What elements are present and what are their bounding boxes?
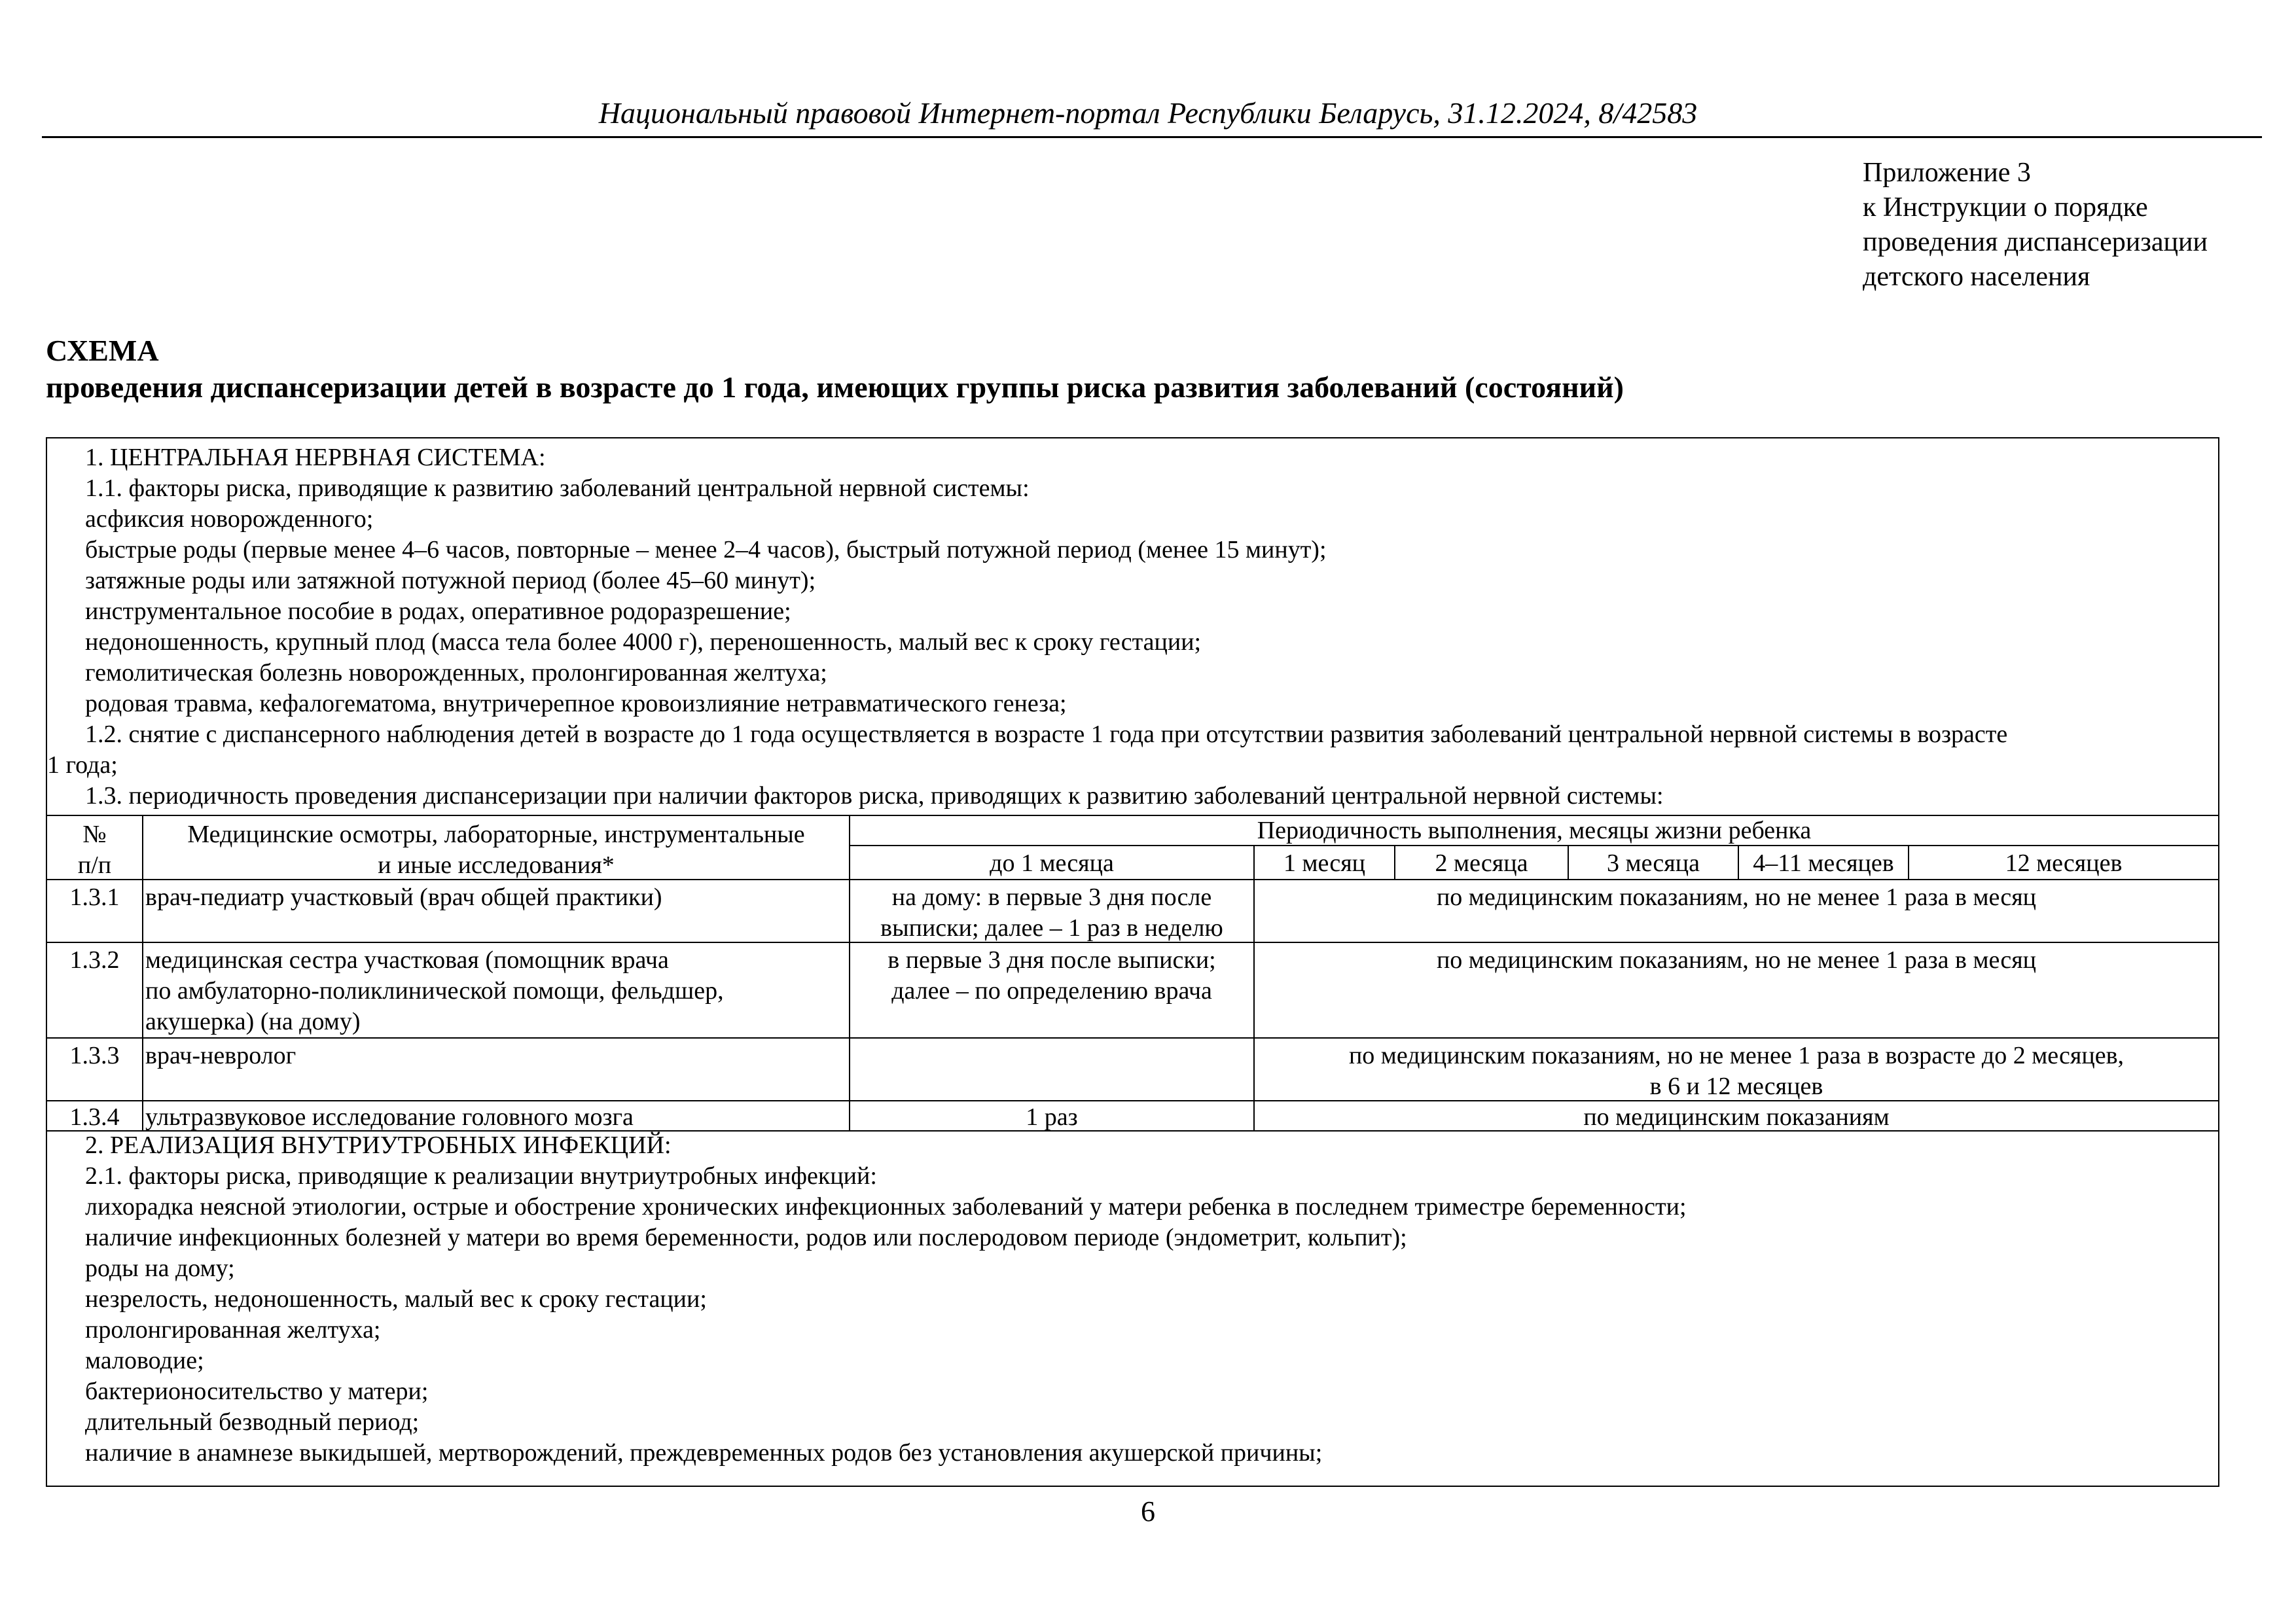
table-row-later-months-line: по медицинским показаниям xyxy=(1583,1103,1890,1131)
period-header: 4–11 месяцев xyxy=(1753,849,1894,877)
table-row-exam-line: врач-невролог xyxy=(145,1042,296,1069)
table-row-later-months-line: по медицинским показаниям, но не менее 1 раза в месяц xyxy=(1436,883,2037,911)
table-row-first-month-line: 1 раз xyxy=(1026,1103,1078,1131)
table-row-exam-line: акушерка) (на дому) xyxy=(145,1008,361,1035)
header-divider xyxy=(42,136,2262,138)
section-2-1-text: 2.1. факторы риска, приводящие к реализации внутриутробных инфекций: xyxy=(85,1162,877,1190)
column-header-number-line: № xyxy=(82,821,107,848)
appendix-line: проведения диспансеризации xyxy=(1863,227,2208,257)
table-row-exam xyxy=(145,945,846,1037)
period-header: 1 месяц xyxy=(1283,849,1366,877)
column-header-exams-line: Медицинские осмотры, лабораторные, инструментальные xyxy=(187,821,805,848)
risk-factor-item: родовая травма, кефалогематома, внутричерепное кровоизлияние нетравматического генеза; xyxy=(85,690,1067,717)
table-row-number: 1.3.3 xyxy=(69,1042,120,1069)
table-row-first-month xyxy=(850,1102,1253,1133)
appendix-reference xyxy=(1863,156,2208,294)
risk-factor-item: асфиксия новорожденного; xyxy=(85,505,374,533)
risk-factor-item: инструментальное пособие в родах, оперативное родоразрешение; xyxy=(85,597,791,625)
table-row-number: 1.3.2 xyxy=(69,946,120,974)
table-row-number: 1.3.4 xyxy=(69,1103,120,1131)
section-1-3-text: 1.3. периодичность проведения диспансеризации при наличии факторов риска, приводящих к развитию заболеваний центральной нервной системы: xyxy=(85,782,1664,810)
table-row-later-months-line: по медицинским показаниям, но не менее 1 раза в месяц xyxy=(1436,946,2037,974)
period-header: 12 месяцев xyxy=(2005,849,2123,877)
column-header-exams xyxy=(143,819,849,881)
table-row-later-months xyxy=(1255,882,2218,913)
risk-factor-item: быстрые роды (первые менее 4–6 часов, повторные – менее 2–4 часов), быстрый потужной период (менее 15 минут); xyxy=(85,536,1327,563)
page-number: 6 xyxy=(1141,1495,1155,1527)
risk-factor-item: затяжные роды или затяжной потужной период (более 45–60 минут); xyxy=(85,567,816,594)
risk-factor-item: маловодие; xyxy=(85,1347,204,1374)
risk-factor-item: недоношенность, крупный плод (масса тела более 4000 г), переношенность, малый вес к сроку гестации; xyxy=(85,628,1202,656)
appendix-line: Приложение 3 xyxy=(1863,158,2031,188)
table-row-first-month xyxy=(850,882,1253,944)
section-2-heading: 2. РЕАЛИЗАЦИЯ ВНУТРИУТРОБНЫХ ИНФЕКЦИЙ: xyxy=(85,1132,672,1159)
period-header: 3 месяца xyxy=(1607,849,1700,877)
title-subheading: проведения диспансеризации детей в возрасте до 1 года, имеющих группы риска развития заболеваний (состояний) xyxy=(46,370,1624,404)
period-header: до 1 месяца xyxy=(990,849,1114,877)
scheme-frame xyxy=(46,437,2219,1487)
table-row-exam-line: по амбулаторно-поликлинической помощи, фельдшер, xyxy=(145,977,724,1005)
section-1-heading: 1. ЦЕНТРАЛЬНАЯ НЕРВНАЯ СИСТЕМА: xyxy=(85,444,546,471)
column-header-periodicity: Периодичность выполнения, месяцы жизни ребенка xyxy=(1257,817,1812,844)
table-row-exam xyxy=(145,1041,846,1071)
risk-factor-item: длительный безводный период; xyxy=(85,1408,420,1436)
section-1-2-text-continued: 1 года; xyxy=(47,751,118,779)
risk-factor-item: незрелость, недоношенность, малый вес к сроку гестации; xyxy=(85,1285,707,1313)
table-row-later-months xyxy=(1255,945,2218,976)
risk-factor-item: лихорадка неясной этиологии, острые и обострение хронических инфекционных заболеваний у матери ребенка в последнем триместре беременности; xyxy=(85,1193,1687,1221)
column-header-number-line: п/п xyxy=(77,851,112,879)
portal-source-header: Национальный правовой Интернет-портал Республики Беларусь, 31.12.2024, 8/42583 xyxy=(598,96,1698,130)
appendix-line: детского населения xyxy=(1863,262,2090,292)
risk-factor-item: наличие инфекционных болезней у матери во время беременности, родов или послеродовом периоде (эндометрит, кольпит); xyxy=(85,1224,1407,1251)
table-row-exam xyxy=(145,882,846,913)
table-rule xyxy=(47,1037,2218,1039)
table-row-later-months-line: в 6 и 12 месяцев xyxy=(1649,1073,1823,1100)
table-row-first-month-line: выписки; далее – 1 раз в неделю xyxy=(880,914,1223,942)
table-row-later-months xyxy=(1255,1041,2218,1102)
period-header: 2 месяца xyxy=(1435,849,1528,877)
table-row-number: 1.3.1 xyxy=(69,883,120,911)
column-header-exams-line: и иные исследования* xyxy=(378,851,615,879)
table-row-first-month xyxy=(850,945,1253,1007)
risk-factor-item: роды на дому; xyxy=(85,1255,235,1282)
table-row-exam xyxy=(145,1102,846,1133)
section-1-1-text: 1.1. факторы риска, приводящие к развитию заболеваний центральной нервной системы: xyxy=(85,474,1030,502)
table-row-later-months-line: по медицинским показаниям, но не менее 1 раза в возрасте до 2 месяцев, xyxy=(1348,1042,2125,1069)
risk-factor-item: наличие в анамнезе выкидышей, мертворождений, преждевременных родов без установления акушерской причины; xyxy=(85,1439,1323,1467)
risk-factor-item: пролонгированная желтуха; xyxy=(85,1316,381,1344)
table-row-exam-line: врач-педиатр участковый (врач общей практики) xyxy=(145,883,662,911)
table-row-first-month-line: далее – по определению врача xyxy=(891,977,1212,1005)
column-header-number xyxy=(47,819,142,881)
table-row-exam-line: ультразвуковое исследование головного мозга xyxy=(145,1103,634,1131)
risk-factor-item: гемолитическая болезнь новорожденных, пролонгированная желтуха; xyxy=(85,659,827,687)
table-row-first-month-line: на дому: в первые 3 дня после xyxy=(891,883,1212,911)
document-title xyxy=(46,332,1624,406)
table-row-later-months xyxy=(1255,1102,2218,1133)
appendix-line: к Инструкции о порядке xyxy=(1863,192,2148,223)
section-1-2-text: 1.2. снятие с диспансерного наблюдения детей в возрасте до 1 года осуществляется в возрасте 1 года при отсутствии развития заболеваний центральной нервной системы в возрасте xyxy=(85,721,2008,748)
table-row-first-month-line: в первые 3 дня после выписки; xyxy=(888,946,1216,974)
title-heading: СХЕМА xyxy=(46,334,159,367)
risk-factor-item: бактерионосительство у матери; xyxy=(85,1378,429,1405)
table-row-exam-line: медицинская сестра участковая (помощник врача xyxy=(145,946,669,974)
